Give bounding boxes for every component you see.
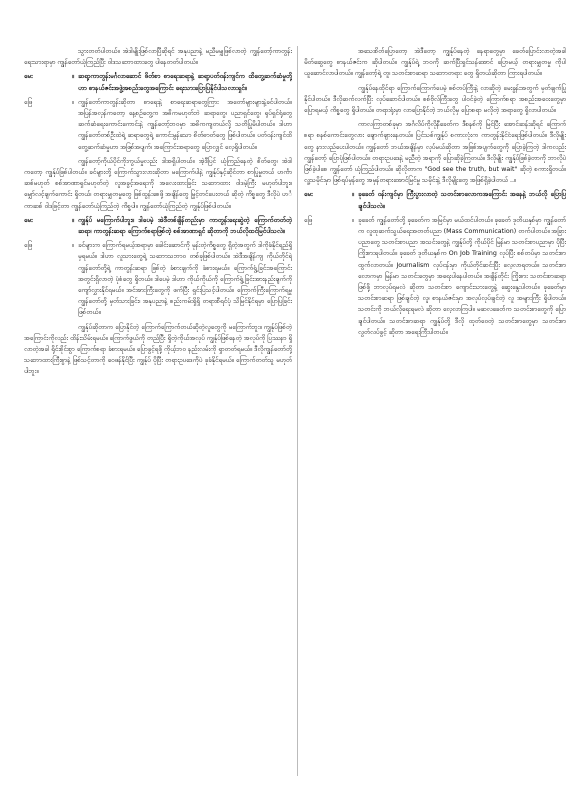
paragraph-text: ခုခေတ် ဝန်းကျင်မှာ ကြီးပွားလာတဲ့ သတင်းစာလောကအကြောင်း အနေနဲ့ ဘယ်လို ပြောပြချင်ပါသလဲ။ [358,191,566,210]
speaker-separator: ။ [72,98,74,106]
paragraph-text: ကာလကြာတစ်ခုမှာ အင်္ဂလိပ်ကိုလိုနီခေတ်က ဒီစနစ်ကို မြင်ပြီး အောင်ဆန်းဆိုရင် ကြောက်စရာ စနစ်ကောင်းတွေလား ချောက်ချားနေတယ်။ ပြင်သစ်ကျွန်ုပ် စကားလုံးက ကာတွန်းနိုင်ငံရေးဖြစ်ပါတယ်။ ဒီလိုမျိုးတွေ နားလည်ပေးပါတယ်။ ကျွန်တော် ဘယ်အချိန်မှာ လုပ်မယ်ဆိုတာ အဖြစ်အပျက်တွေကို ပြောခဲ့ကြတဲ့ ဒါကလည်း ကျွန်တော့် ပြောပုံဖြစ်ပါတယ်။ တရားဥပဒေနဲ့ မညီတဲ့ အရာကို ပြောဆိုခဲ့ကြတယ်။ ဒီလိုမျိုး ကျွန်ုပ်ဖြစ်ခဲ့တာကို ဘာလိုပဲ ဖြစ်ခဲ့ပါစေ ကျွန်တော် ယုံကြည်ပါတယ်။ ဆိုလိုတာက "God see the truth, but wait" ဆိုတဲ့ စကားရှိတယ်။ လူ့သမိုင်းမှာ ဖြစ်ရပ်မှန်တွေ အမှန်တရားအောင်မြင်မှု သမိုင်းနဲ့ ဒီလိုမျိုးတွေ အဖြစ်ရှိခဲ့ပါတယ် ..။ [304,121,566,185]
paragraph-text: သွားတတ်ပါတယ်။ အဲဒါမျိုးဖြစ်လာပြီဆိုရင် အနုပညာနဲ့ မညီမမျှဖြစ်လာတဲ့ ကျွန်တော့်ကာတွန်းရေးသားရာမှာ ကျွန်တော်ယုံကြည်ပြီး ဝါဒသဘောထားတွေ ပါနေတတ်ပါတယ်။ [24,48,292,67]
speaker-label [24,97,78,153]
continuation-paragraph [304,119,566,186]
answer-paragraph [24,97,292,153]
paragraph-text: ကျွန်ုပ် မကြောက်ပါဘူး။ ဒါပေမဲ့ အဲဒီတစ်ချိန်တည်းမှာ ကာတွန်းရေးဆွဲတဲ့ ကြောက်တတ်တဲ့ ဆရာ၊ ကာတွန်းဆရာ ကြောက်စရာဖြစ်တဲ့ စစ်အာဏာရှင် ဆိုတာကို ဘယ်လိုထင်မြင်ပါသလဲ။ [78,216,292,236]
paragraph-text: ကျွန်ုပ်ဆိုတာက ပြောနိုင်တဲ့ ကြောက်ကြောက်တယ်ဆိုတဲ့လူတွေကို မကြောက်ဘူး။ ကျွန်ုပ်ဖြစ်တဲ့အကြောင်းကိုလည်း ထိန်းသိမ်းရမယ်။ ကြောက်ဖွယ်ကို တည်ပြီး ရှိတဲ့ကိုယ်အလုပ် ကျွန်ုပ်ဖြစ်နေတဲ့ အလုပ်ကို ပြဿနာ ရှိလာတဲ့အခါ ရိုင်းစိုင်းစွာ ကြောက်စရာ ခံစားရမယ်။ ပြောခွင့်ရဖို့ ကိုယ့်ဘဝ နည်းလမ်းကို ရှာတတ်ရမယ်။ ဒီလိုကျွန်တော်တို့ သဘောထားကြီးစွာနဲ့ ဖြစ်သင့်တာကို ဝေဖန်နိုင်ပြီး ကျွန်ုပ် ပိုပြီး တရားဥပဒေကိုပဲ ခုခံနိုင်ရမယ်။ ကြောက်တတ်သူ မဟုတ်ပါဘူး။ [24,323,292,376]
speaker-name: မေး [304,191,313,199]
speaker-separator: ။ [352,216,354,224]
continuation-paragraph [304,46,566,80]
paragraph-text: ဆရာ့ကာတွန်းမင်္ဂလာဆောင် ဖိတ်စာ စာရေးဆရာနဲ့ ဆရာ့ပတ်ဝန်းကျင်က ထိတွေ့ဆက်ဆံမှုတို့ဟာ စာနယ်ဇင်းအဖွဲ့အစည်းတွေအကြောင်း ရေးသားပြောပြနိုင်ပါသလားရှင်။ [78,73,292,92]
speaker-separator: ။ [72,73,74,81]
speaker-name: ဖြေ [24,98,33,106]
speaker-label [24,215,78,237]
right-column [304,46,566,778]
continuation-paragraph [24,156,292,212]
speaker-name: မေး [24,216,33,224]
left-column [24,46,292,778]
paragraph-text: ခင်များက ကြောက်ရမယ့်အရာမှာ ခေါင်းဆောင်ကို မုန်းတဲ့ကိစ္စတွေ ရှိတဲ့အတွက် ဒါကိုခံနိုင်ရည်ရှိမှရမယ်။ ဒါဟာ လူသားတွေရဲ့ သဘောသဘာဝ တစ်ခုဖြစ်ပါတယ်။ အဲဒီအချိန်ကျ ကိုယ်တိုင်ရဲ့ ကျွန်တော်တို့ရဲ့ ကာတွန်းဆရာ ဖြစ်တဲ့ ခံစားချက်ကို ခံစားရမယ်။ ကြောက်ရွံ့ခြင်းအကြောင်း အတွင်းရှိလာတဲ့ ပုံစံတွေ ရှိတယ်။ ဒါပေမဲ့ ဒါဟာ ကိုယ်ကိုယ်ကို ကြောက်ရွံ့ခြင်းအားနည်းချက်ကို ကျော်လွှားနိုင်ရမယ်။ အင်အားကြီးတွေကို ဖက်ပြီး ရှင်းပြသင့်ပါတယ်။ ကြောက်ကြီးကြောက်ရမှု ကျွန်တော်တို့ မှတ်သားခြင်း၊ အနုပညာနဲ့ စည်းကမ်းရှိရှိ တရားစီရင်ပုံ သိမြင်နိုင်ရမှာ ပြောပြခြင်း ဖြစ်တယ်။ [78,242,292,317]
question-paragraph [24,215,292,237]
column-divider [297,46,298,776]
speaker-separator: ။ [72,216,74,224]
continuation-paragraph [24,46,292,68]
answer-paragraph [24,240,292,318]
speaker-label [304,215,358,338]
paragraph-text: ကျွန်တော်ကာတွန်းဆိုတာ စာရေးနဲ့ စာရေးဆရာတွေကြား အတော်များများနဲ့ခင်ပါတယ်။ အပြန်အလှန်ကတော့ နေ့စဉ်တွေ့က အဓိကမဟုတ်ဘဲ ဆရာတွေ၊ ပညာရှင်တွေ၊ ရုပ်ရှင်ရုံတွေ ဆက်ဆံရေးကောင်းကောင်းနဲ့ ကျွန်တော့်ဘဝမှာ အဓိကကျတယ်လို့ သတိပြုမိပါတယ်။ ဒါဟာ ကျွန်တော်တစ်ဦးထဲရဲ့ ဆရာတွေရဲ့ ကောင်းမွန်သော စိတ်ဓာတ်တွေ ဖြစ်ပါတယ်။ ပတ်ဝန်းကျင်ထိတွေ့ဆက်ဆံမှုဟာ အဖြစ်အပျက်၊ အကြောင်းအရာတွေ ပြောလျှင် လေ့ရှိပါတယ်။ [78,98,292,151]
paragraph-text: အသေးစိတ်ပြောတော့ အဲဒီတော့ ကျွန်ုပ်နေတဲ့ နေရာတွေမှာ ခေတ်ပြောင်းလာတဲ့အခါ မိတ်ဆွေတွေ စာနယ်ဇင်းက ဆိုပါတယ်။ ကျွန်ုပ်ရဲ့ ဘဝကို ဆက်ပြီးရှင်သန်အောင် ပြောမယ့် တရားမျှတမှု ကိုပါ ယူဆောင်လာပါတယ်။ ကျွန်တော့်ရဲ့ တူ၊ သတင်းစာဆရာ သဘောတရား တွေ ရှိတယ်ဆိုတာ ကြားရပါတယ်။ [304,48,566,78]
speaker-name: မေး [24,73,33,81]
paragraph-text: ကျွန်တော့်ကိုယ်ပိုင်ကိုးကွယ်မှုလည်း ဒါအရှိပါတယ်။ အဲ့ဒီပြင် ယုံကြည်နေတဲ့ စိတ်တွေ၊ အဲဒါကတော့ ကျွန်ုပ်ဖြစ်ပါတယ်။ ခင်များတို့ ကြောက်သွားလားဆိုတာ မကြောက်ပါနဲ့ ကျွန်ုပ်နှင့်ဆိုင်တာ စာပြုမှုတယ် ဟင်္ကာဆစ်မဟုတ် စစ်အာဏာရှင်မဟုတ်တဲ့ လူအခွင့်အရေးကို အလေးထားခြင်း သဘောထား ဝါဒမဲ့ကြီး မဟုတ်ပါဘူး။ မျှော်လင့်ချက်ကောင်း ရှိတယ်၊ တရားမျှတမှုတွေ ဖြစ်ထွန်းစေဖို့ အချိန်တွေ မြှင့်တင်ပေးတယ် ဆိုတဲ့ ကိစ္စတွေ ဒီလိုပဲ ဟင်္ကာဆစ် ဝါဒဖြင့်တာ ကျွန်တော်ယုံကြည်တဲ့ ကိစ္စပါ။ ကျွန်တော်ယုံကြည်တဲ့ ကျွန်ုပ်ဖြစ်ပါတယ်။ [24,157,292,210]
answer-paragraph [304,215,566,338]
speaker-name: ဖြေ [304,216,313,224]
speaker-label [304,189,358,211]
speaker-name: ဖြေ [24,242,33,250]
continuation-paragraph [304,83,566,117]
continuation-paragraph [24,322,292,378]
paragraph-text: ခုခေတ် ကျွန်တော်တို့ ခုခေတ်က အမြင်မှာ မယ်ထင်ပါတယ်။ ခုခေတ် ဒုတိယနှစ်မှာ ကျွန်တော်က လူထုဆက်သွယ်ရေးအတတ်ပညာ (Mass Communication) တက်ပါတယ်။ အခြားပညာတွေ သတင်းစာပညာ အသင်းတွေနဲ့ ကျွန်ုပ်တို့ ကိုယ်ပိုင် မြန်မာ သတင်းစာပညာမှာ ပိုပြီး ကြိုးစားရပါတယ်။ ခုခေတ် ဒုတိယနှစ်က On Job Training လုပ်ပြီး စစ်တပ်မှာ သတင်းစာ ထွက်လာတယ်။ Journalism လုပ်ငန်းမှာ ကိုယ်တိုင်ဆင်းပြီး လေ့လာရတယ်။ သတင်းစာလောကမှာ မြန်မာ သတင်းတွေမှာ အရေးပါနေပါတယ်။ အချိန်တိုင်း ကြိုးစား သတင်းစာဆရာ ဖြစ်ဖို့ ဘာလုပ်ရမလဲ ဆိုတာ သတင်းစာ ကျောင်းသားတွေနဲ့ ဆွေးနွေးပါတယ်။ ခုခေတ်မှာ သတင်းစာဆရာ ဖြစ်ချင်တဲ့ လူ၊ စာနယ်ဇင်းမှာ အလုပ်လုပ်ချင်တဲ့ လူ အများကြီး ရှိပါတယ်။ သတင်းကို ဘယ်လိုရေးရမလဲ ဆိုတာ လေ့လာကြပါ။ မဆလခေတ်က သတင်းစာတွေကို ပြောချင်ပါတယ်။ သတင်းစာဆရာ ကျွန်ုပ်တို့ ဒီလို ထုတ်ဝေတဲ့ သတင်းစာတွေမှာ သတင်းစာလွတ်လပ်ခွင့် ဆိုတာ အရေးကြီးပါတယ်။ [358,216,566,336]
question-paragraph [24,71,292,93]
speaker-label [24,240,78,318]
speaker-label [24,71,78,93]
speaker-separator: ။ [352,191,354,199]
paragraph-text: ကျွန်ုပ်နေထိုင်ရာ ကြောက်ကြောက်ပေမဲ့ စစ်တပ်ကြီးနဲ့ လာဆိုတဲ့ မေးခွန်းအတွက် မှတ်ချက်ပြုနိုင်ပါတယ်။ ဒီလိုဆက်လက်ပြီး လုပ်ဆောင်ပါတယ်။ စစ်ဗိုလ်ကြီးတွေ ပါဝင်ခဲ့တဲ့ ကြောက်စရာ အစည်းအဝေးတွေမှာ ပြောရမယ့် ကိစ္စတွေ ရှိပါတယ်။ တရားရုံးမှာ လာပြောနိုင်တဲ့ ဘယ်လိုမှ ပြောစရာ မလိုတဲ့ အရာတွေ ရှိလာပါတယ်။ [304,84,566,115]
speaker-separator: ။ [72,242,74,250]
question-paragraph [304,189,566,211]
